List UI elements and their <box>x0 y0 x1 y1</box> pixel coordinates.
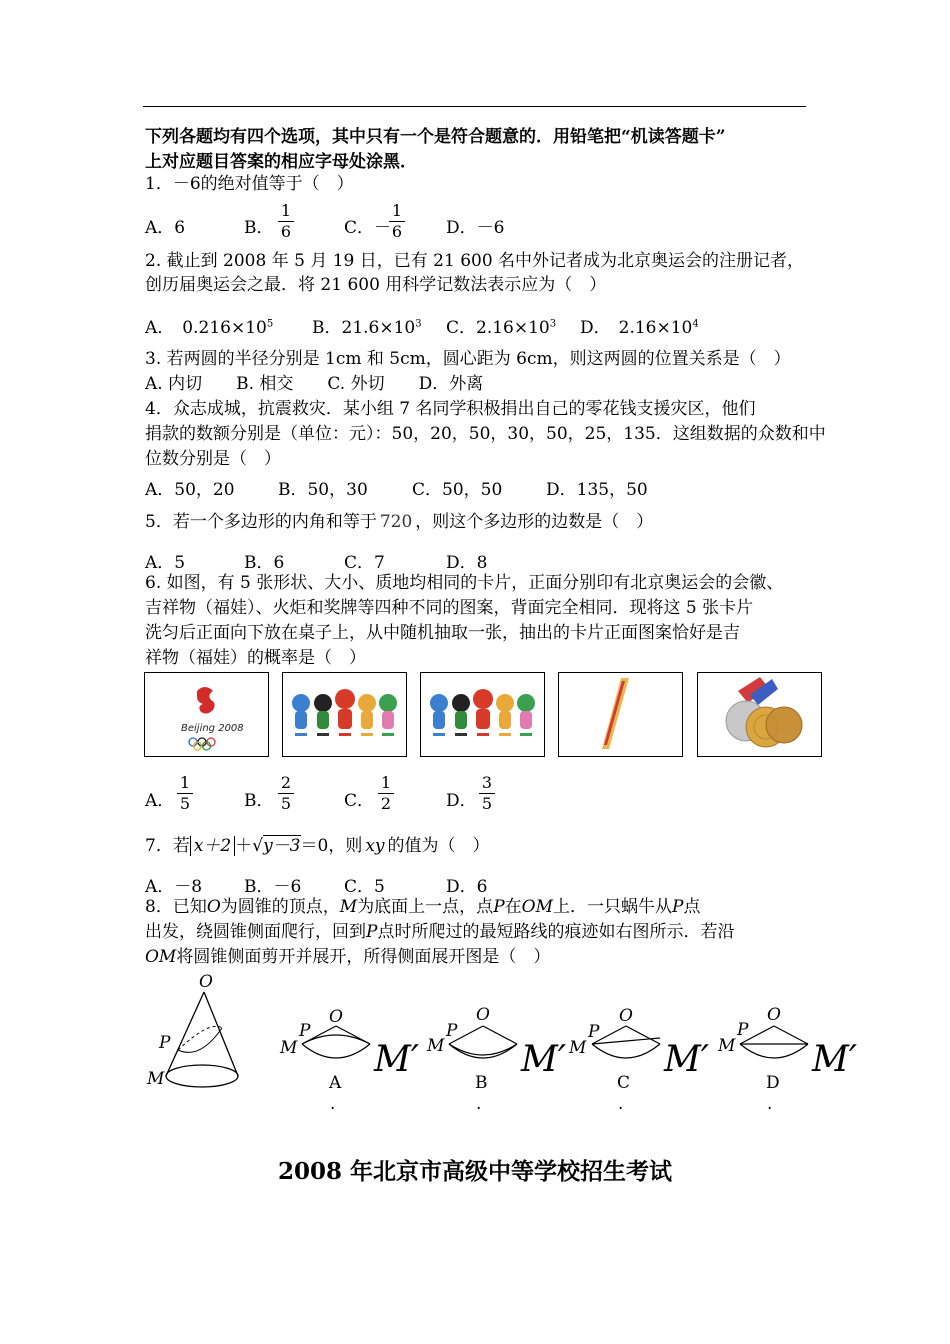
olympic-emblem-icon <box>145 673 268 756</box>
card-emblem <box>144 672 269 757</box>
q6-fraction-a: 1 5 <box>174 774 196 813</box>
q1-option-c: C．－ <box>344 218 392 238</box>
sector-c-label-mprime: M′ <box>664 1039 710 1080</box>
sector-c-label-m: M <box>569 1038 587 1058</box>
q2-line-2: 创历届奥运会之最．将 21 600 用科学记数法表示应为（ ） <box>145 275 607 295</box>
q8-line-3: OM将圆锥侧面剪开并展开，所得侧面展开图是（ ） <box>145 947 551 967</box>
q4-option-c: C．50，50 <box>412 480 503 500</box>
q2-option-b: B．$21.6\times 10^3$ <box>312 318 422 338</box>
q2-option-a: A． $0.216\times 10^5$ <box>145 318 274 338</box>
sector-d-choice: D <box>766 1073 780 1093</box>
q7-option-c: C．5 <box>344 877 385 897</box>
q1-fraction-b: 1 6 <box>275 202 297 241</box>
q5-option-b: B．6 <box>244 553 285 573</box>
instruction-line-1: 下列各题均有四个选项，其中只有一个是符合题意的．用铅笔把“机读答题卡” <box>145 127 726 147</box>
q8-line-2: 出发，绕圆锥侧面爬行，回到P点时所爬过的最短路线的痕迹如右图所示．若沿 <box>145 922 735 942</box>
sector-a-label-o: O <box>329 1007 343 1027</box>
q4-option-a: A．50，20 <box>145 480 235 500</box>
sector-b-label-p: P <box>446 1021 458 1041</box>
sector-b-choice: B <box>475 1073 488 1093</box>
q4-line-3: 位数分别是（ ） <box>145 449 281 469</box>
top-rule <box>143 106 806 107</box>
instruction-line-2: 上对应题目答案的相应字母处涂黑． <box>145 152 417 172</box>
q6-option-a: A． <box>145 791 175 811</box>
card-medals <box>697 672 822 757</box>
q6-fraction-b: 2 5 <box>275 774 297 813</box>
cone-label-m: M <box>147 1069 165 1089</box>
q2-line-1: 2. 截止到 2008 年 5 月 19 日，已有 21 600 名中外记者成为北京奥运会的注册记者， <box>145 251 805 271</box>
q3-options: A. 内切 B. 相交 C. 外切 D．外离 <box>145 374 484 394</box>
card-torch <box>558 672 683 757</box>
q7-option-b: B．－6 <box>244 877 302 897</box>
sector-d-dot: . <box>767 1094 773 1114</box>
exam-title: 2008 年北京市高级中等学校招生考试 <box>277 1158 673 1185</box>
q4-line-1: 4．众志成城，抗震救灾．某小组 7 名同学积极捐出自己的零花钱支援灾区，他们 <box>145 399 756 419</box>
fuwa-mascots-icon <box>421 673 544 756</box>
sector-d-label-p: P <box>737 1020 749 1040</box>
sector-c-choice: C <box>617 1073 631 1093</box>
q6-line-4: 祥物（福娃）的概率是（ ） <box>145 648 366 668</box>
olympic-medals-icon <box>698 673 821 756</box>
sector-c-dot: . <box>618 1094 624 1114</box>
q1-option-b: B． <box>244 218 274 238</box>
q7-option-a: A．－8 <box>145 877 203 897</box>
sector-d-label-mprime: M′ <box>812 1039 858 1080</box>
q6-fraction-d: 3 5 <box>476 774 498 813</box>
q4-option-b: B．50，30 <box>278 480 368 500</box>
sector-c-label-p: P <box>588 1022 600 1042</box>
q1-stem: 1．－6的绝对值等于（ ） <box>145 174 354 194</box>
q8-line-1: 8．已知O为圆锥的顶点，M为底面上一点，点P在OM上．一只蜗牛从P点 <box>145 897 701 917</box>
q6-option-b: B． <box>244 791 274 811</box>
sector-c-label-o: O <box>619 1006 633 1026</box>
q6-option-d: D． <box>446 791 477 811</box>
q7-option-d: D．6 <box>446 877 488 897</box>
sector-a-label-p: P <box>299 1021 311 1041</box>
cone-label-p: P <box>159 1033 171 1053</box>
sector-c <box>586 1020 676 1080</box>
q7-stem: 7．若 x＋2 ＋√y－3＝0，则 xy 的值为（ ） <box>145 836 490 856</box>
sector-b-label-m: M <box>427 1036 445 1056</box>
q4-option-d: D．135，50 <box>546 480 648 500</box>
q1-option-d: D．－6 <box>446 218 505 238</box>
q6-option-c: C． <box>344 791 375 811</box>
q4-line-2: 捐款的数额分别是（单位：元）：50，20，50，30，50，25，135．这组数据的众数和中 <box>145 424 826 444</box>
q2-option-d: D． $2.16\times 10^4$ <box>580 318 699 338</box>
q6-fraction-c: 1 2 <box>375 774 397 813</box>
sector-b-label-o: O <box>476 1005 490 1025</box>
q3-stem: 3. 若两圆的半径分别是 1cm 和 5cm，圆心距为 6cm，则这两圆的位置关系是（ ） <box>145 349 791 369</box>
q6-line-3: 洗匀后正面向下放在桌子上，从中随机抽取一张，抽出的卡片正面图案恰好是吉 <box>145 623 740 643</box>
card-mascots-2 <box>420 672 545 757</box>
cone-label-o: O <box>199 972 213 992</box>
card-mascots-1 <box>282 672 407 757</box>
sector-b-label-mprime: M′ <box>521 1039 567 1080</box>
q5-stem: 5．若一个多边形的内角和等于 720 ，则这个多边形的边数是（ ） <box>145 512 654 532</box>
sector-a-label-mprime: M′ <box>374 1039 420 1080</box>
q1-fraction-c: 1 6 <box>386 202 408 241</box>
olympic-torch-icon <box>559 673 682 756</box>
fuwa-mascots-icon <box>283 673 406 756</box>
q5-option-d: D．8 <box>446 553 488 573</box>
sector-a-choice: A <box>329 1073 342 1093</box>
svg-text:Beijing 2008: Beijing 2008 <box>181 723 244 734</box>
q5-option-a: A．5 <box>145 553 186 573</box>
sector-d-label-o: O <box>767 1005 781 1025</box>
sector-a-label-m: M <box>280 1038 298 1058</box>
q1-option-a: A．6 <box>145 218 186 238</box>
q6-line-2: 吉祥物（福娃）、火炬和奖牌等四种不同的图案，背面完全相同．现将这 5 张卡片 <box>145 598 754 618</box>
q2-option-c: C．$2.16\times 10^3$ <box>446 318 557 338</box>
sector-d-label-m: M <box>718 1036 736 1056</box>
sector-a-dot: . <box>330 1094 336 1114</box>
q5-option-c: C．7 <box>344 553 385 573</box>
q6-line-1: 6. 如图，有 5 张形状、大小、质地均相同的卡片，正面分别印有北京奥运会的会徽、 <box>145 573 784 593</box>
sector-b-dot: . <box>476 1094 482 1114</box>
